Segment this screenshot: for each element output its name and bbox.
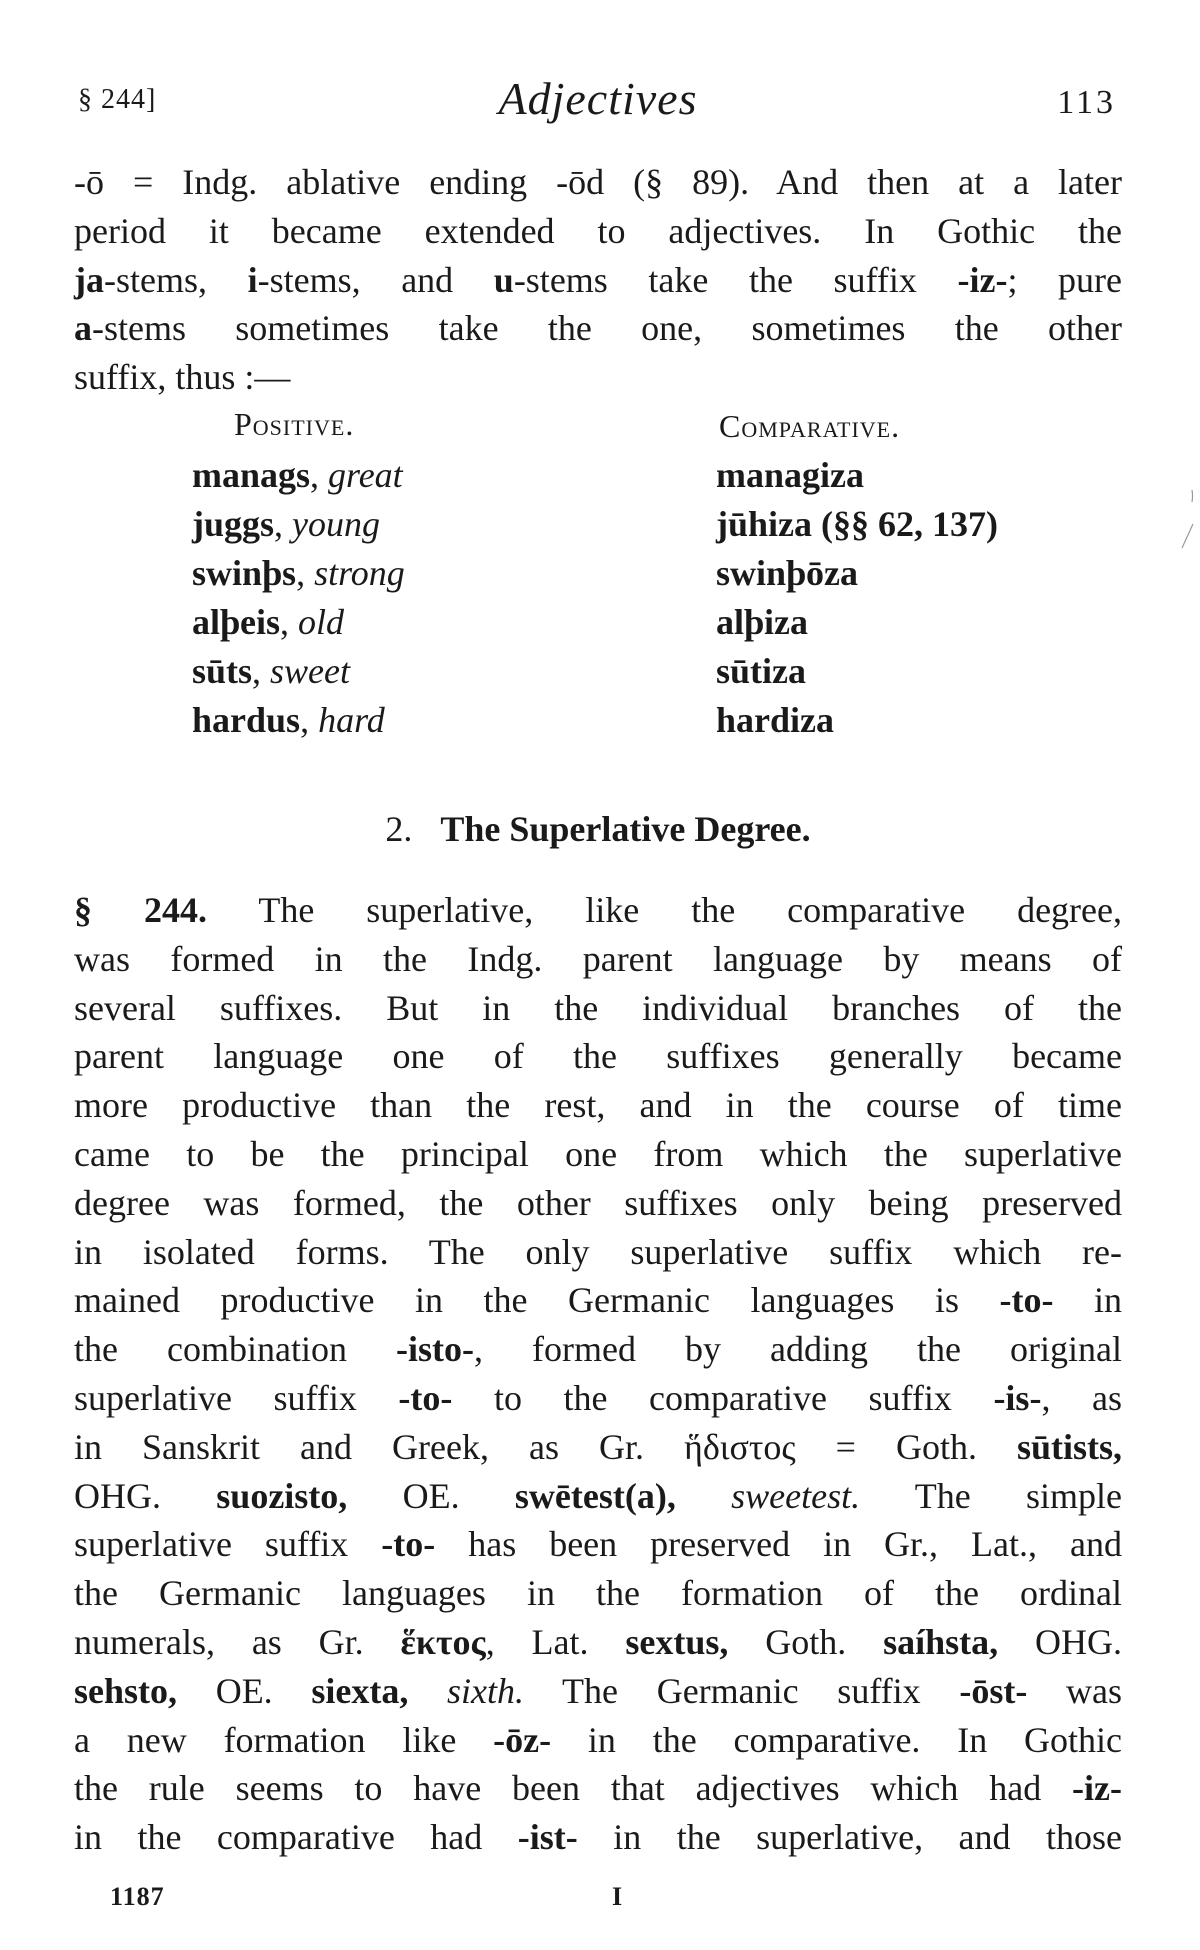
text: was bbox=[1027, 1670, 1122, 1711]
text-line: period it became extended to adjectives. In Gothic the bbox=[74, 210, 1122, 251]
text-line bbox=[74, 1325, 1122, 1374]
paragraph-continuation bbox=[74, 158, 1122, 402]
word: jūhiza bbox=[716, 504, 813, 544]
gloss: old bbox=[298, 602, 345, 642]
word: sūtiza bbox=[716, 651, 806, 691]
positive-form: hardus, hard bbox=[192, 700, 385, 740]
text: The simple bbox=[860, 1475, 1123, 1516]
term: -to- bbox=[999, 1280, 1054, 1321]
signature-mark: I bbox=[612, 1882, 623, 1911]
gloss: sweetest. bbox=[731, 1475, 861, 1516]
text: ; pure bbox=[1007, 259, 1123, 300]
text: mained productive in the Germanic languages is bbox=[74, 1280, 1000, 1321]
text: , Lat. bbox=[485, 1621, 626, 1662]
text-line: suffix, thus :— bbox=[74, 357, 291, 398]
word: manags bbox=[192, 455, 311, 495]
text: has been preserved in Gr., Lat., and bbox=[435, 1524, 1122, 1565]
gloss: sixth. bbox=[447, 1670, 525, 1711]
text-line: the Germanic languages in the formation of the ordinal bbox=[74, 1573, 1122, 1614]
comparative-form bbox=[716, 650, 806, 692]
text: Goth. bbox=[728, 1621, 884, 1662]
section-reference: § 244] bbox=[78, 84, 157, 115]
comparative-form bbox=[716, 601, 808, 643]
margin-pencil-mark bbox=[1180, 488, 1194, 558]
gloss: young bbox=[292, 504, 381, 544]
term: sūtists, bbox=[1016, 1426, 1122, 1467]
text-line: parent language one of the suffixes generally became bbox=[74, 1036, 1122, 1077]
term: -ist- bbox=[517, 1817, 578, 1858]
gloss: great bbox=[328, 455, 403, 495]
term: i bbox=[247, 259, 258, 300]
text: OE. bbox=[177, 1670, 312, 1711]
text: numerals, as Gr. bbox=[74, 1621, 401, 1662]
column-header-comparative: Comparative. bbox=[719, 408, 901, 444]
term: swētest(a), bbox=[514, 1475, 676, 1516]
gloss: hard bbox=[318, 700, 385, 740]
positive-form: sūts, sweet bbox=[192, 651, 351, 691]
section-title: The Superlative Degree. bbox=[440, 809, 811, 849]
term: -ōz- bbox=[493, 1719, 552, 1760]
text-line: more productive than the rest, and in the course of time bbox=[74, 1085, 1122, 1126]
word: alþiza bbox=[716, 602, 809, 642]
term: siexta, bbox=[311, 1670, 409, 1711]
text-line bbox=[74, 1667, 1122, 1716]
text: in the comparative. In Gothic bbox=[551, 1719, 1123, 1760]
term: ja bbox=[74, 259, 104, 300]
term: saíhsta, bbox=[883, 1621, 999, 1662]
text: a new formation like bbox=[74, 1719, 494, 1760]
paragraph-number: § 244. bbox=[74, 890, 207, 930]
section-heading bbox=[74, 808, 1122, 850]
text: , formed by adding the original bbox=[473, 1329, 1122, 1370]
printer-signature: 1187 bbox=[110, 1882, 165, 1911]
comparative-form bbox=[716, 454, 864, 496]
word: alþeis bbox=[192, 602, 281, 642]
running-header bbox=[74, 72, 1122, 132]
comparative-form bbox=[716, 699, 834, 741]
paragraph-244 bbox=[74, 886, 1122, 1862]
text-line bbox=[74, 1520, 1122, 1569]
text-line: was formed in the Indg. parent language by means of bbox=[74, 938, 1122, 979]
text: in bbox=[1053, 1280, 1122, 1321]
term: sextus, bbox=[625, 1621, 729, 1662]
text-line bbox=[74, 1472, 1122, 1521]
term: -isto- bbox=[396, 1329, 474, 1370]
text: -stems, and bbox=[257, 259, 494, 300]
term: -ōst- bbox=[959, 1670, 1028, 1711]
text-line: degree was formed, the other suffixes only being preserved bbox=[74, 1182, 1122, 1223]
positive-form: swinþs, strong bbox=[192, 553, 405, 593]
text-line bbox=[74, 256, 1122, 305]
text-line bbox=[74, 1423, 1122, 1472]
text-line: several suffixes. But in the individual branches of the bbox=[74, 987, 1122, 1028]
text: , as bbox=[1041, 1377, 1122, 1418]
text: -stems take the suffix bbox=[513, 259, 958, 300]
word: juggs bbox=[192, 504, 275, 544]
reference: (§§ 62, 137) bbox=[812, 504, 998, 544]
text: The superlative, like the comparative degree, bbox=[207, 890, 1122, 930]
word: hardus bbox=[192, 700, 301, 740]
text: OE. bbox=[347, 1475, 515, 1516]
text-line bbox=[74, 1618, 1122, 1667]
text: OHG. bbox=[998, 1621, 1122, 1662]
text: The Germanic suffix bbox=[524, 1670, 960, 1711]
text-line bbox=[74, 1764, 1122, 1813]
gloss: strong bbox=[314, 553, 405, 593]
text: = Goth. bbox=[795, 1426, 1017, 1467]
column-header-positive: Positive. bbox=[234, 406, 355, 442]
text: -stems, bbox=[104, 259, 248, 300]
table-row bbox=[74, 503, 1122, 551]
page-footer bbox=[74, 1882, 1122, 1922]
book-page bbox=[74, 0, 1122, 1950]
comparative-form bbox=[716, 503, 998, 545]
text: in the superlative, and those bbox=[577, 1817, 1123, 1858]
text-line bbox=[74, 1813, 1122, 1862]
greek-word: ἕκτος bbox=[400, 1621, 486, 1662]
page-number: 113 bbox=[1057, 84, 1116, 121]
word: hardiza bbox=[716, 700, 835, 740]
text: -stems sometimes take the one, sometimes the other bbox=[92, 308, 1122, 349]
text-line bbox=[74, 886, 1122, 935]
gloss: sweet bbox=[270, 651, 351, 691]
text-line bbox=[74, 1716, 1122, 1765]
term: sehsto, bbox=[74, 1670, 178, 1711]
text: to the comparative suffix bbox=[452, 1377, 994, 1418]
greek-word: ἥδιστος bbox=[684, 1426, 796, 1467]
section-number: 2. bbox=[385, 809, 413, 849]
positive-form: manags, great bbox=[192, 455, 403, 495]
positive-form: juggs, young bbox=[192, 504, 381, 544]
term: suozisto, bbox=[216, 1475, 348, 1516]
term: -to- bbox=[381, 1524, 436, 1565]
term: a bbox=[74, 308, 92, 349]
comparative-form bbox=[716, 552, 858, 594]
word: managiza bbox=[716, 455, 864, 495]
text: in the comparative had bbox=[74, 1817, 518, 1858]
text-line bbox=[74, 1374, 1122, 1423]
table-row bbox=[74, 454, 1122, 502]
text: in Sanskrit and Greek, as Gr. bbox=[74, 1426, 684, 1467]
text: superlative suffix bbox=[74, 1377, 399, 1418]
positive-form: alþeis, old bbox=[192, 602, 345, 642]
table-row bbox=[74, 699, 1122, 747]
term: u bbox=[493, 259, 514, 300]
word: swinþs bbox=[192, 553, 297, 593]
text: superlative suffix bbox=[74, 1524, 382, 1565]
term: -iz- bbox=[957, 259, 1008, 300]
text: the combination bbox=[74, 1329, 396, 1370]
table-row bbox=[74, 601, 1122, 649]
text: the rule seems to have been that adjectives which had bbox=[74, 1768, 1073, 1809]
text-line: in isolated forms. The only superlative suffix which re- bbox=[74, 1231, 1122, 1272]
table-row bbox=[74, 650, 1122, 698]
word: swinþōza bbox=[716, 553, 859, 593]
text-line bbox=[74, 304, 1122, 353]
text bbox=[408, 1671, 447, 1711]
term: -to- bbox=[398, 1377, 453, 1418]
term: -iz- bbox=[1072, 1768, 1122, 1809]
text: OHG. bbox=[74, 1475, 217, 1516]
table-row bbox=[74, 552, 1122, 600]
text-line bbox=[74, 1276, 1122, 1325]
page-title: Adjectives bbox=[498, 73, 698, 124]
word: sūts bbox=[192, 651, 253, 691]
term: -is- bbox=[993, 1377, 1042, 1418]
text bbox=[676, 1476, 731, 1516]
text-line: -ō = Indg. ablative ending -ōd (§ 89). And then at a later bbox=[74, 162, 1122, 202]
text-line: came to be the principal one from which the superlative bbox=[74, 1133, 1122, 1174]
